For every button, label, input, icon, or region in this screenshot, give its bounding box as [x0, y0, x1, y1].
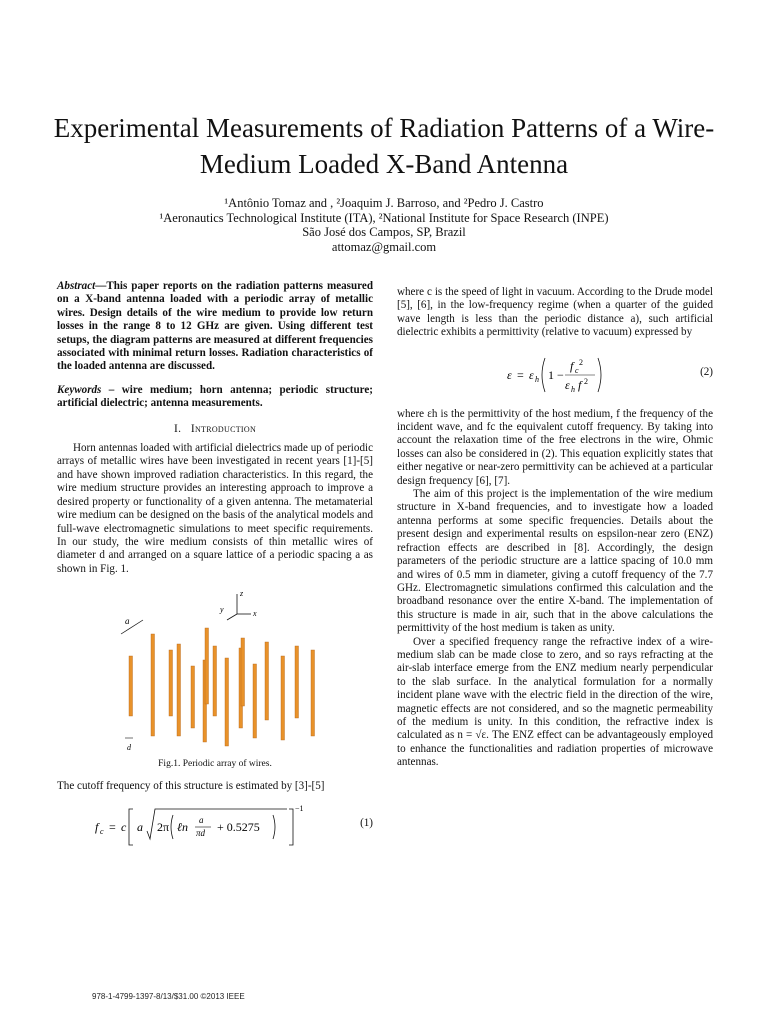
axis-y-label: y: [220, 605, 224, 615]
svg-text:a: a: [199, 814, 204, 825]
abstract-text: —This paper reports on the radiation patterns measured on a X-band antenna loaded with a periodic array of metallic wires. Design details of the wire medium to provide low return losses in the range 8 to 12 GHz are given. Using different test setups, the diagram patterns are measured at different frequencies associated with minimal return losses. Radiation characteristics of the loaded antenna are discussed.: [57, 280, 373, 373]
cutoff-text: The cutoff frequency of this structure is estimated by [3]-[5]: [57, 779, 325, 792]
intro-paragraph: Horn antennas loaded with artificial dielectrics made up of periodic arrays of metallic wires have been investigated in recent years [1]-[5] and have shown improved radiation characteristics. In this regard, the wire medium structure provides an interesting approach to improve a desired property or functionality of a given antenna. The metamaterial wire medium can be designed on the basis of the analytical models and full-wave electromagnetic simulations to meet specific requirements. In our study, the wire medium consists of thin metallic wires of diameter d and arranged on a square lattice of a periodic spacing a as shown in Fig. 1.: [57, 442, 373, 575]
wire: [129, 656, 133, 716]
keywords-text: – wire medium; horn antenna; periodic structure; artificial dielectric; antenna measurements.: [57, 383, 373, 410]
wire-group: [129, 628, 315, 746]
author-email: attomaz@gmail.com: [331, 239, 437, 254]
axis-z-label: z: [240, 589, 244, 599]
svg-text:πd: πd: [196, 827, 206, 838]
figure-caption: Fig.1. Periodic array of wires.: [158, 759, 272, 770]
equation-2-number: (2): [700, 365, 713, 378]
equation-1-graphic: [57, 801, 317, 851]
keywords-label: Keywords: [57, 383, 102, 396]
svg-text:f: f: [578, 377, 582, 392]
affiliation-2: São José dos Campos, SP, Brazil: [302, 225, 466, 240]
svg-text:1 −: 1 −: [548, 367, 564, 382]
svg-text:=: =: [517, 367, 524, 382]
affiliation-1: ¹Aeronautics Technological Institute (ITA), ²National Institute for Space Research (INPE): [159, 210, 609, 225]
wire: [281, 656, 285, 740]
abstract: [57, 280, 373, 374]
svg-text:ℓn: ℓn: [177, 819, 188, 834]
equation-2: [397, 348, 713, 402]
right-column: [397, 286, 713, 770]
section-heading: [57, 423, 373, 436]
copyright-footer: 978-1-4799-1397-8/13/$31.00 ©2013 IEEE: [92, 992, 245, 1001]
right-paragraph-2: where εh is the permittivity of the host medium, f the frequency of the incident wave, and fc the equivalent cutoff frequency. By taking into account the relaxation time of the free electrons in the wire, Ohmic losses can also be considered in (2). This equation explicitly states that either negative or near-zero permittivity can be achieved at a particular design frequency [6], [7].: [397, 407, 713, 487]
svg-text:=: =: [109, 819, 116, 834]
abstract-label: Abstract: [57, 280, 96, 292]
wire: [205, 628, 209, 704]
svg-text:2: 2: [579, 357, 583, 367]
right-paragraph-4: Over a specified frequency range the refractive index of a wire-medium slab can be made close to zero, and so rays refracting at the air-slab interface emerge from the ENZ medium nearly perpendicular to the slab surface. In the analytical formulation for a normally incident plane wave with the electric field in the direction of the wire, magnetic effects are not considered, and so the magnetic permeability of the medium is unity. In this condition, the refractive index is calculated as n = √ε. The ENZ effect can be advantageously employed to enhance the functionalities and radiation properties of microwave antennas.: [397, 635, 713, 769]
equation-1-number: (1): [360, 816, 373, 829]
wire: [241, 638, 245, 706]
spacing-a-label: a: [125, 616, 130, 627]
figure-wire-array: [85, 586, 345, 756]
diameter-d-label: d: [127, 743, 131, 753]
svg-text:ε: ε: [565, 377, 570, 392]
right-paragraph-1: where c is the speed of light in vacuum. According to the Drude model [5], [6], in the low-frequency regime (when a quarter of the guided wave length is less than the periodic distance a), such artificial dielectric exhibits a permittivity (relative to vacuum) expressed by: [397, 286, 713, 339]
left-column: [57, 280, 373, 857]
svg-text:2π: 2π: [157, 819, 170, 834]
wire: [213, 646, 217, 716]
author-names: ¹Antônio Tomaz and , ²Joaquim J. Barroso, and ²Pedro J. Castro: [224, 196, 544, 210]
right-paragraph-3: The aim of this project is the implementation of the wire medium structure in X-band frequencies, and to investigate how a loaded antenna performs at some specific frequencies. Details about the present design and experimental results on espsilon-near zero (ENZ) refraction effects are described in [8]. Accordingly, the design parameters of the periodic structure are a lattice spacing of 10.0 mm and wires of 0.5 mm in diameter, giving a cutoff frequency of the 7.7 GHz. Electromagnetic simulations confirmed this calculation and the broadband resonance over the entire X-band. The implementation of this structure is made in air, such that in the above calculations the permittivity of the host medium is taken as unity.: [397, 488, 713, 635]
wire: [191, 666, 195, 728]
svg-text:−1: −1: [295, 803, 304, 813]
wire-array-diagram: [85, 586, 345, 756]
wire: [177, 644, 181, 736]
svg-text:c: c: [575, 365, 579, 375]
wire: [311, 650, 315, 736]
svg-text:+ 0.5275: + 0.5275: [217, 819, 260, 834]
svg-text:ε: ε: [507, 367, 512, 382]
wire: [253, 664, 257, 738]
wire: [265, 642, 269, 720]
wire: [295, 646, 299, 718]
axis-triad: [227, 594, 251, 620]
svg-text:f: f: [95, 819, 99, 834]
svg-text:h: h: [571, 384, 575, 394]
svg-text:f: f: [570, 358, 574, 373]
author-block: [40, 196, 728, 254]
equation-1: [57, 801, 373, 851]
paper-title: Experimental Measurements of Radiation Patterns of a Wire-Medium Loaded X-Band Antenna: [53, 113, 715, 179]
svg-text:a: a: [137, 819, 143, 834]
wire: [151, 634, 155, 736]
wire: [225, 658, 229, 746]
svg-text:c: c: [121, 819, 127, 834]
svg-text:2: 2: [584, 376, 588, 386]
section-number: I.: [173, 422, 182, 435]
axis-x-label: x: [253, 609, 257, 619]
wire: [169, 650, 173, 716]
svg-text:h: h: [535, 374, 539, 384]
svg-text:c: c: [100, 826, 104, 836]
keywords: [57, 384, 373, 411]
equation-2-graphic: [397, 348, 657, 402]
svg-text:ε: ε: [529, 367, 534, 382]
section-title: Introduction: [190, 422, 257, 435]
